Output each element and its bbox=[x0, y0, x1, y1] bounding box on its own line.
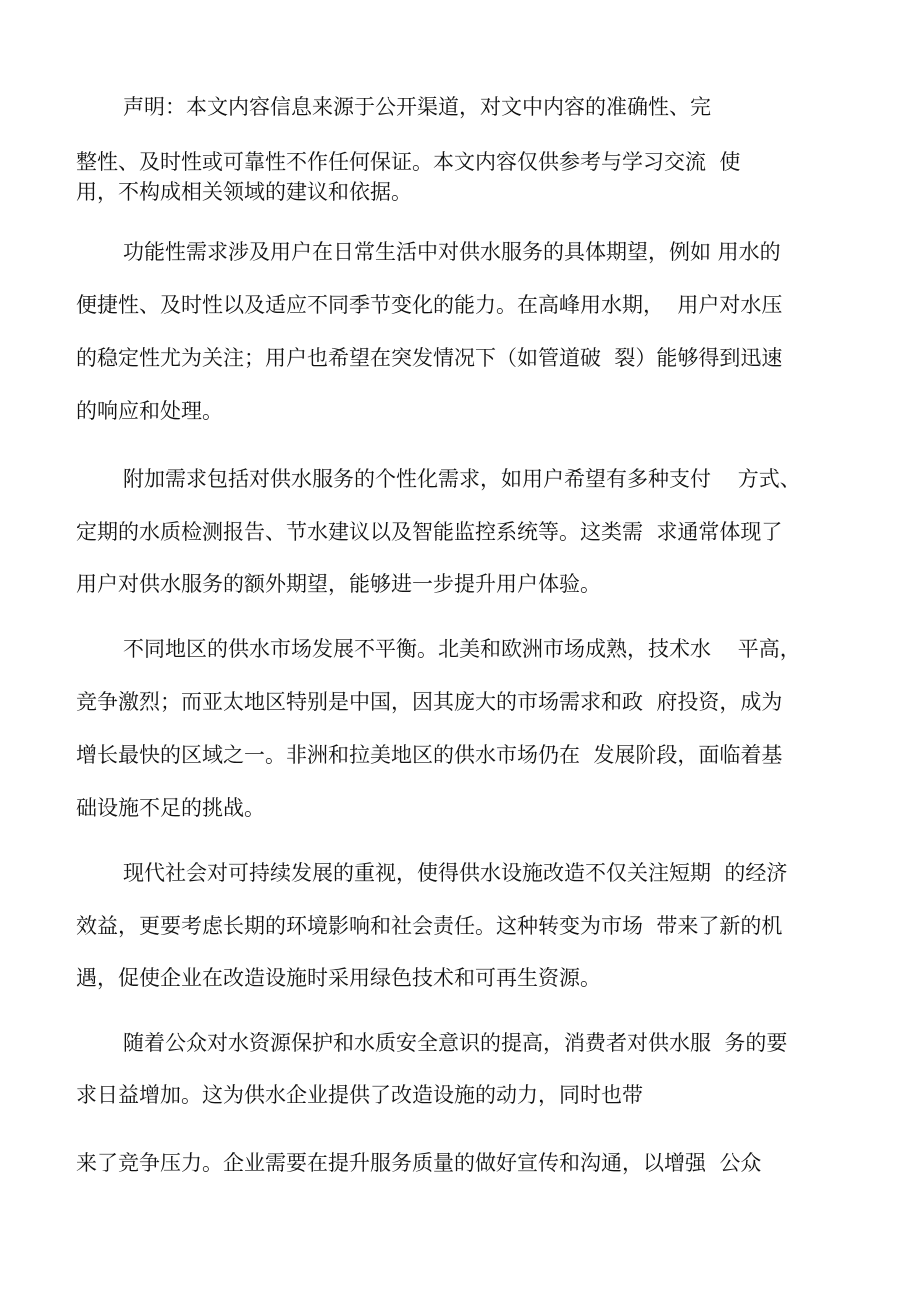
disclaimer-line-2: 整性、及时性或可靠性不作任何保证。本文内容仅供参考与学习交流 使 bbox=[76, 150, 741, 174]
paragraph-functional-line-4: 的响应和处理。 bbox=[76, 399, 223, 423]
paragraph-sustainability-line-3: 遇，促使企业在改造设施时采用绿色技术和可再生资源。 bbox=[76, 966, 601, 990]
paragraph-awareness-line-2: 求日益增加。这为供水企业提供了改造设施的动力，同时也带 bbox=[76, 1083, 643, 1107]
paragraph-regional-line-4: 础设施不足的挑战。 bbox=[76, 796, 265, 820]
paragraph-functional-line-2: 便捷性、及时性以及适应不同季节变化的能力。在高峰用水期， 用户对水压 bbox=[76, 293, 783, 317]
paragraph-awareness-line-3: 来了竞争压力。企业需要在提升服务质量的做好宣传和沟通，以增强 公众 bbox=[76, 1151, 762, 1175]
paragraph-awareness-line-1: 随着公众对水资源保护和水质安全意识的提高，消费者对供水服 务的要 bbox=[123, 1031, 788, 1055]
paragraph-regional-line-3: 增长最快的区域之一。非洲和拉美地区的供水市场仍在 发展阶段，面临着基 bbox=[76, 743, 783, 767]
paragraph-additional-line-3: 用户对供水服务的额外期望，能够进一步提升用户体验。 bbox=[76, 572, 601, 596]
paragraph-functional-line-3: 的稳定性尤为关注；用户也希望在突发情况下（如管道破 裂）能够得到迅速 bbox=[76, 346, 783, 370]
paragraph-sustainability-line-1: 现代社会对可持续发展的重视，使得供水设施改造不仅关注短期 的经济 bbox=[123, 861, 788, 885]
paragraph-regional-line-1: 不同地区的供水市场发展不平衡。北美和欧洲市场成熟，技术水 平高， bbox=[123, 637, 801, 661]
paragraph-functional-line-1: 功能性需求涉及用户在日常生活中对供水服务的具体期望，例如 用水的 bbox=[123, 240, 781, 264]
paragraph-regional-line-2: 竞争激烈；而亚太地区特别是中国，因其庞大的市场需求和政 府投资，成为 bbox=[76, 690, 783, 714]
paragraph-sustainability-line-2: 效益，更要考虑长期的环境影响和社会责任。这种转变为市场 带来了新的机 bbox=[76, 914, 783, 938]
paragraph-additional-line-2: 定期的水质检测报告、节水建议以及智能监控系统等。这类需 求通常体现了 bbox=[76, 520, 783, 544]
paragraph-additional-line-1: 附加需求包括对供水服务的个性化需求，如用户希望有多种支付 方式、 bbox=[123, 467, 801, 491]
disclaimer-line-3: 用，不构成相关领域的建议和依据。 bbox=[76, 180, 412, 204]
disclaimer-line-1: 声明：本文内容信息来源于公开渠道，对文中内容的准确性、完 bbox=[123, 95, 711, 119]
